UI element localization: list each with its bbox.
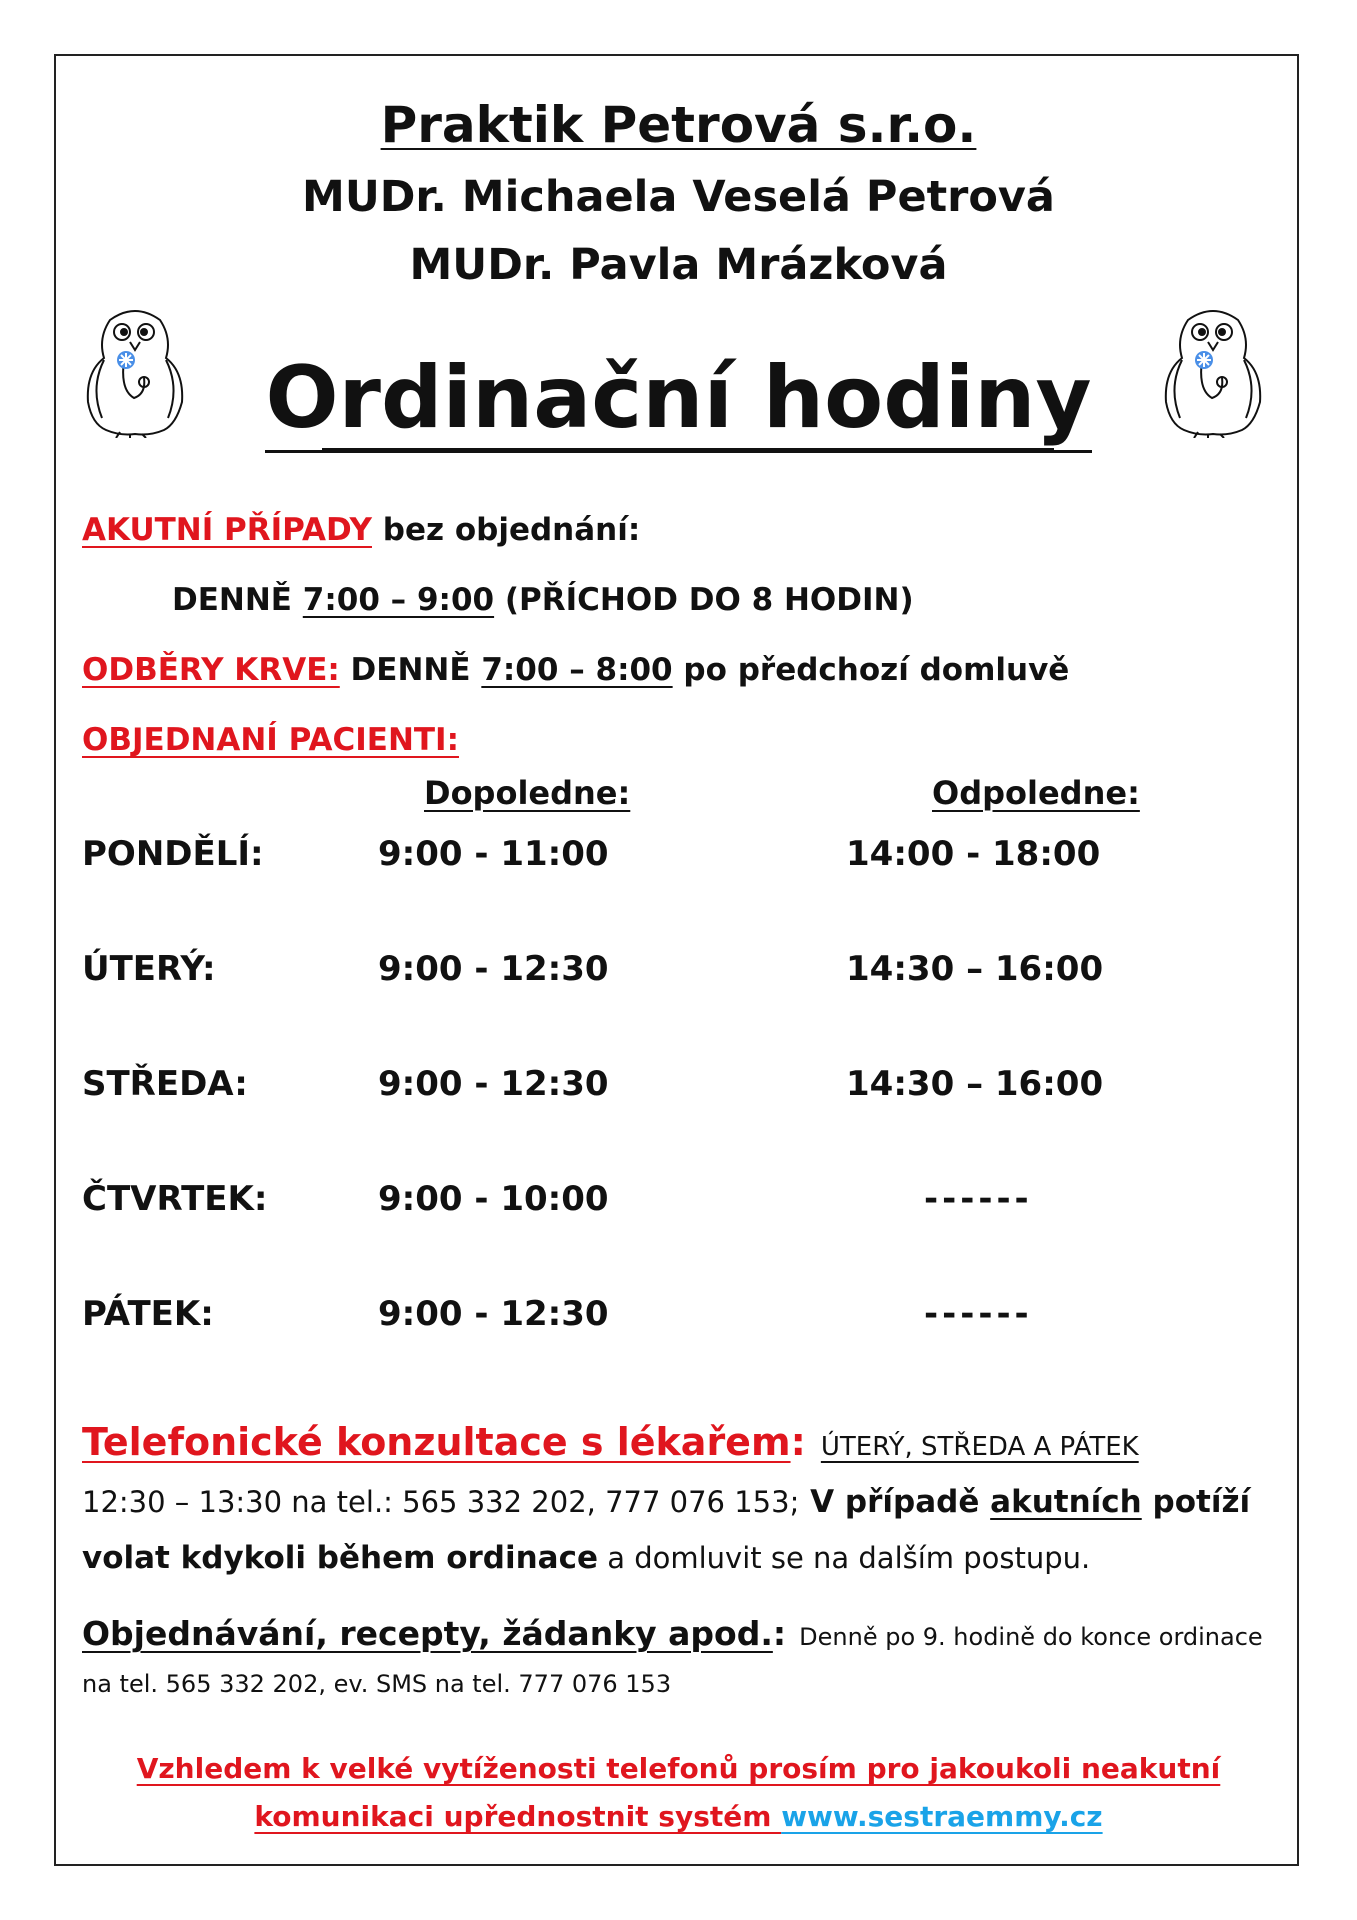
schedule-day: PÁTEK: xyxy=(82,1294,214,1334)
schedule-pm: 14:30 – 16:00 xyxy=(846,949,1104,989)
orders-text: Denně po 9. hodině do konce ordinace xyxy=(799,1623,1263,1651)
page-title: Ordinační hodiny xyxy=(0,348,1357,448)
acute-line xyxy=(82,512,640,548)
title-double-underline xyxy=(322,448,1054,451)
footer-notice-line2: komunikaci upřednostnit systém www.sestraemmy.cz xyxy=(254,1800,1103,1833)
footer-notice-line1: Vzhledem k velké vytíženosti telefonů prosím pro jakoukoli neakutní xyxy=(136,1752,1221,1785)
afternoon-header: Odpoledne: xyxy=(932,774,1140,812)
blood-label: ODBĚRY KRVE: xyxy=(82,652,340,688)
schedule-am: 9:00 - 11:00 xyxy=(378,834,609,874)
schedule-am: 9:00 - 12:30 xyxy=(378,949,609,989)
phone-consult-label: Telefonické konzultace s lékařem xyxy=(82,1420,791,1464)
schedule-day: PONDĚLÍ: xyxy=(82,834,264,874)
orders-label: Objednávání, recepty, žádanky apod. xyxy=(82,1614,773,1653)
phone-consult-call: volat kdykoli během ordinace a domluvit se na dalším postupu. xyxy=(82,1540,1091,1576)
page-border xyxy=(54,54,1299,1866)
phone-consult-hours: 12:30 – 13:30 na tel.: 565 332 202, 777 076 153; V případě akutních potíží xyxy=(82,1484,1251,1520)
schedule-pm: ------ xyxy=(924,1294,1033,1334)
phone-consult-days: ÚTERÝ, STŘEDA A PÁTEK xyxy=(820,1432,1139,1462)
schedule-am: 9:00 - 12:30 xyxy=(378,1064,609,1104)
phone-consult-line: Telefonické konzultace s lékařem: ÚTERÝ, STŘEDA A PÁTEK xyxy=(82,1420,1139,1464)
schedule-am: 9:00 - 12:30 xyxy=(378,1294,609,1334)
schedule-day: STŘEDA: xyxy=(82,1064,248,1104)
schedule-pm: 14:30 – 16:00 xyxy=(846,1064,1104,1104)
acute-suffix: bez objednání: xyxy=(371,512,641,548)
schedule-am: 9:00 - 10:00 xyxy=(378,1179,609,1219)
orders-line: Objednávání, recepty, žádanky apod.: Denně po 9. hodině do konce ordinace xyxy=(82,1614,1263,1653)
schedule-pm: ------ xyxy=(924,1179,1033,1219)
schedule-pm: 14:00 - 18:00 xyxy=(846,834,1101,874)
company-name: Praktik Petrová s.r.o. xyxy=(380,96,977,154)
schedule-day: ÚTERÝ: xyxy=(82,949,216,989)
ordered-label: OBJEDNANÍ PACIENTI: xyxy=(82,722,459,758)
blood-line: ODBĚRY KRVE: DENNĚ 7:00 – 8:00 po předchozí domluvě xyxy=(82,652,1070,688)
orders-phone: na tel. 565 332 202, ev. SMS na tel. 777 076 153 xyxy=(82,1670,672,1698)
acute-label: AKUTNÍ PŘÍPADY xyxy=(82,512,372,548)
morning-header: Dopoledne: xyxy=(424,774,631,812)
doctor-name-2: MUDr. Pavla Mrázková xyxy=(409,240,948,290)
acute-hours: DENNĚ 7:00 – 9:00 (PŘÍCHOD DO 8 HODIN) xyxy=(172,582,914,618)
doctor-name-1: MUDr. Michaela Veselá Petrová xyxy=(302,172,1055,222)
schedule-day: ČTVRTEK: xyxy=(82,1179,268,1219)
website-link[interactable]: www.sestraemmy.cz xyxy=(781,1800,1103,1833)
